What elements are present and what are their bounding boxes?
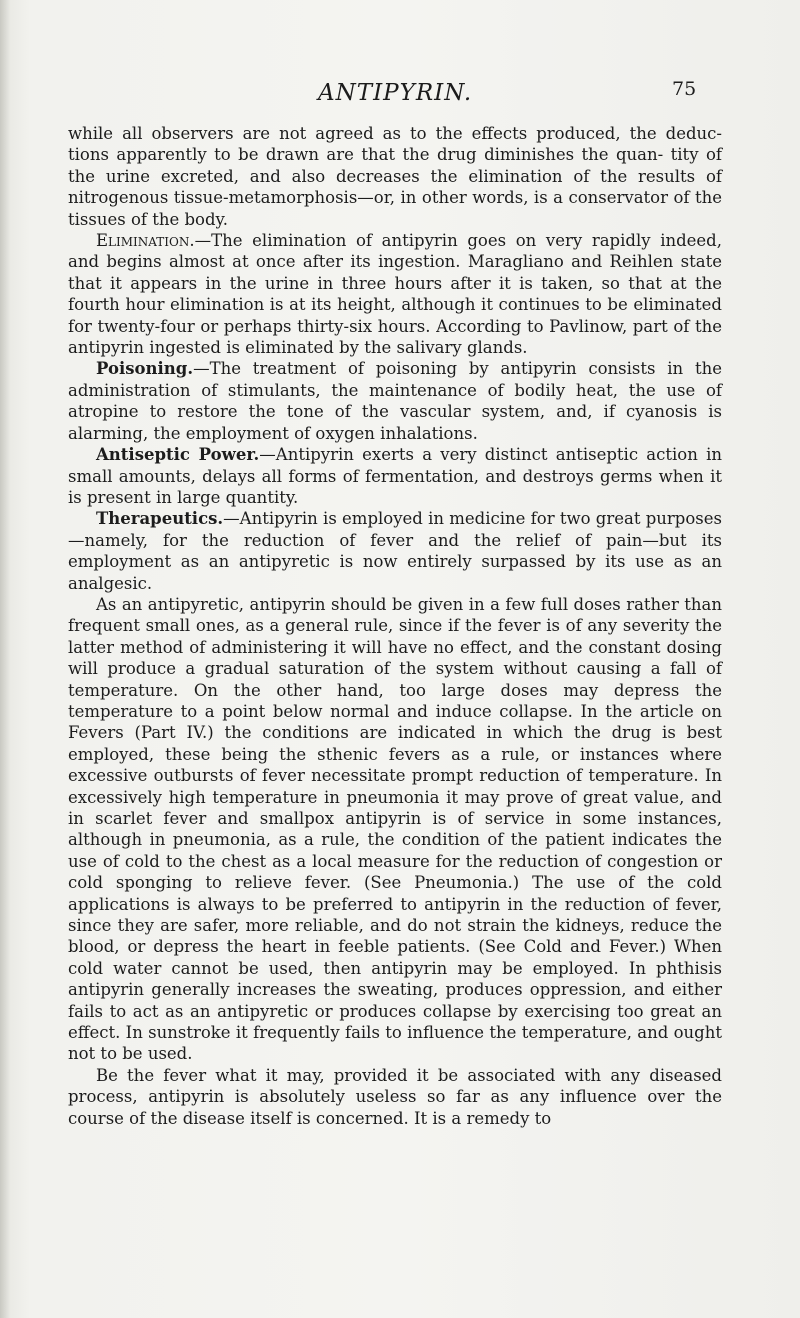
page-number: 75 <box>672 78 697 100</box>
paragraph-elimination: Elimination.—The elimination of antipyrin goes on very rapidly indeed, and begins almost at once after its ingestion. Maragliano and Reihlen state that it appears in the urine in three hours after it is taken, so that at the fourth hour elimination is at its height, although it continues to be eliminated for twenty-four or perhaps thirty-six hours. According to Pavlinow, part of the antipyrin ingested is eliminated by the salivary glands. <box>68 231 722 358</box>
paragraph-antiseptic: Antiseptic Power.—Antipyrin exerts a very distinct antiseptic action in small amounts, delays all forms of fermentation, and destroys germs when it is present in large quantity. <box>68 445 722 507</box>
paragraph-fever-general: Be the fever what it may, provided it be associated with any diseased process, antipyrin is absolutely useless so far as any influence over the course of the disease itself is concerned. It is a remedy to <box>68 1065 722 1128</box>
section-heading-therapeutics: Therapeutics. <box>96 509 224 529</box>
paragraph-effects: while all observers are not agreed as to the effects produced, the deduc- tions apparently to be drawn are that the drug diminishes the quan- tity of the urine excreted, and also decreases the elimination of the results of nitrogenous tissue-metamorphosis—or, in other words, is a conservator of the tissues of the body. <box>68 124 722 229</box>
running-title: ANTIPYRIN. <box>318 80 473 106</box>
paragraph-poisoning: Poisoning.—The treatment of poisoning by antipyrin consists in the administration of stimulants, the maintenance of bodily heat, the use of atropine to restore the tone of the vascular system, and, if cyanosis is alarming, the employment of oxygen inhalations. <box>68 359 722 443</box>
section-heading-elimination: Elimination. <box>96 231 195 251</box>
page-header <box>0 80 800 110</box>
section-heading-antiseptic: Antiseptic Power. <box>96 445 260 465</box>
body-text <box>68 123 722 1129</box>
page-spine-shadow <box>0 0 10 1318</box>
paragraph-antipyretic-use: As an antipyretic, antipyrin should be given in a few full doses rather than frequent small ones, as a general rule, since if the fever is of any severity the latter method of administering it will have no effect, and the constant dosing will produce a gradual saturation of the system without causing a fall of temperature. On the other hand, too large doses may depress the temperature to a point below normal and induce collapse. In the article on Fevers (Part IV.) the conditions are indicated in which the drug is best employed, these being the sthenic fevers as a rule, or instances where excessive outbursts of fever necessitate prompt reduction of temperature. In excessively high temperature in pneumonia it may prove of great value, and in scarlet fever and smallpox antipyrin is of service in some instances, although in pneumonia, as a rule, the condition of the patient indicates the use of cold to the chest as a local measure for the reduction of congestion or cold sponging to relieve fever. (See Pneumonia.) The use of the cold applications is always to be preferred to antipyrin in the reduction of fever, since they are safer, more reliable, and do not strain the kidneys, reduce the blood, or depress the heart in feeble patients. (See Cold and Fever.) When cold water cannot be used, then antipyrin may be employed. In phthisis antipyrin generally increases the sweating, produces oppression, and either fails to act as an antipyretic or produces collapse by exercising too great an effect. In sunstroke it frequently fails to influence the temperature, and ought not to be used. <box>68 594 722 1064</box>
section-heading-poisoning: Poisoning. <box>96 359 194 379</box>
paragraph-therapeutics: Therapeutics.—Antipyrin is employed in medicine for two great purposes—namely, for the reduction of fever and the relief of pain—but its employment as an antipyretic is now entirely surpassed by its use as an analgesic. <box>68 509 722 593</box>
